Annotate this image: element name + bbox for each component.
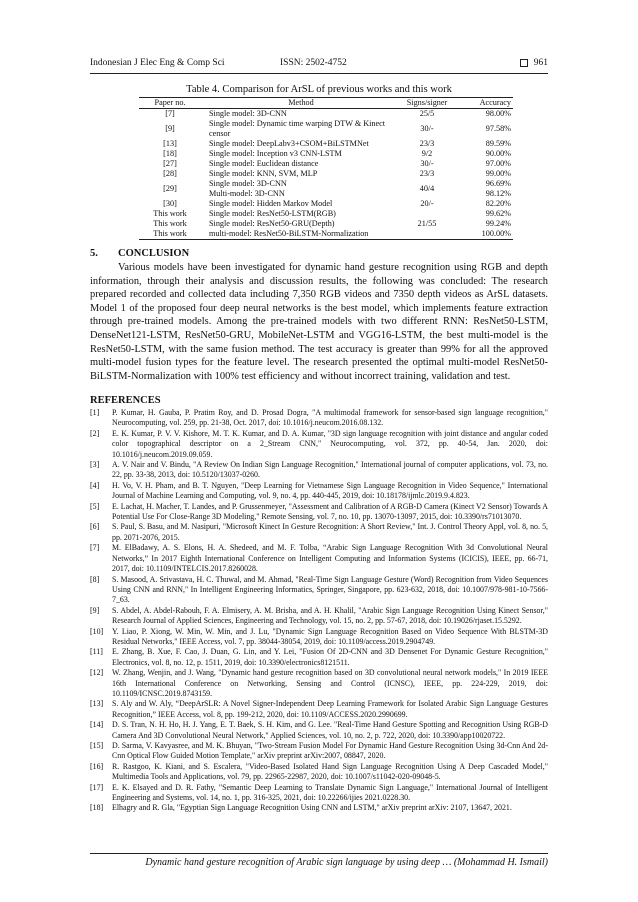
col-header-signs: Signs/signer <box>395 98 459 109</box>
reference-item <box>90 668 548 699</box>
reference-text: E. Lachat, H. Macher, T. Landes, and P. Grussenmeyer, "Assessment and Calibration of A RGB-D Camera (Kinect V2 Sensor) Towards A Potential Use For Close-Range 3D Modeling," Remote Sensing, vol. 7, no. 10, pp. 13070-13097, 2015, doi: 10.3390/rs71013070. <box>112 501 548 522</box>
reference-text: Y. Liao, P. Xiong, W. Min, W. Min, and J. Lu, "Dynamic Sign Language Recognition Based on Video Sequence With BLSTM-3D Residual Networks," IEEE Access, vol. 7, pp. 38044-38054, 2019, doi: 10.1109/access.2019.2904749. <box>112 626 548 646</box>
reference-text: R. Rastgoo, K. Kiani, and S. Escalera, "Video-Based Isolated Hand Sign Language Recognition Using A Deep Cascaded Model," Multimedia Tools and Applications, vol. 79, pp. 22965-22987, 2020, doi: 10.1007/s11042-020-09048-5. <box>112 761 548 782</box>
reference-item <box>90 627 548 648</box>
cell-paper: This work <box>153 209 187 218</box>
cell-method: Single model: Hidden Markov Model <box>209 199 333 208</box>
journal-name: Indonesian J Elec Eng & Comp Sci <box>90 58 225 68</box>
reference-item <box>90 429 548 460</box>
square-bullet-icon <box>520 59 528 67</box>
reference-number: [12] <box>90 668 104 678</box>
col-header-accuracy: Accuracy <box>459 98 513 109</box>
cell-paper: [27] <box>163 159 177 168</box>
reference-item <box>90 647 548 668</box>
reference-text: D. Sarma, V. Kavyasree, and M. K. Bhuyan, "Two-Stream Fusion Model For Dynamic Hand Gesture Recognition Using 3d-Cnn And 2d-Cnn Optical Flow Guided Motion Template," arXiv preprint arXiv:2007, 08847, 2020. <box>112 741 548 761</box>
cell-signs <box>395 209 459 219</box>
reference-text: E. K. Kumar, P. V. V. Kishore, M. T. K. Kumar, and D. A. Kumar, "3D sign language recognition with joint distance and angular coded color topographical descriptor on a 2_Stream CNN," Neurocomputing, vol. 372, pp. 40-54, Jan. 2020, doi: 10.1016/j.neucom.2019.09.059. <box>112 428 548 459</box>
table-header-row <box>139 98 513 109</box>
reference-item <box>90 502 548 523</box>
reference-number: [3] <box>90 460 100 470</box>
reference-item <box>90 522 548 543</box>
cell-signs: 23/3 <box>419 169 435 178</box>
reference-text: Elhagry and R. Gla, "Egyptian Sign Language Recognition Using CNN and LSTM," arXiv preprint arXiv: 2107, 13647, 2021. <box>112 803 512 813</box>
cell-paper: [30] <box>163 199 177 208</box>
reference-text: P. Kumar, H. Gauba, P. Pratim Roy, and D. Prosad Dogra, "A multimodal framework for sensor-based sign language recognition," Neurocomputing, vol. 259, pp. 21-38, Oct. 2017, doi: 10.1016/j.neucom.2016.08.132. <box>112 408 548 428</box>
cell-paper: [28] <box>163 169 177 178</box>
cell-accuracy: 90.00% <box>485 149 511 158</box>
reference-text: S. Masood, A. Srivastava, H. C. Thuwal, and M. Ahmad, "Real-Time Sign Language Gesture (Word) Recognition from Video Sequences Using CNN and RNN," In Intelligent Engineering Informatics, Springer, Singapore, pp. 623-632, 2018, doi: 10.1007/978-981-10-7566-7_63. <box>112 574 548 605</box>
reference-number: [10] <box>90 626 104 636</box>
section-number: 5. <box>90 248 98 259</box>
cell-method: Single model: Inception v3 CNN-LSTM <box>209 149 342 158</box>
cell-signs: 9/2 <box>421 149 433 158</box>
reference-number: [9] <box>90 605 100 615</box>
col-header-paper: Paper no. <box>139 98 201 109</box>
reference-text: H. Vo, V. H. Pham, and B. T. Nguyen, "Deep Learning for Vietnamese Sign Language Recognition in Video Sequence," International Journal of Machine Learning and Computing, vol. 9, no. 4, pp. 440-445, 2019, doi: 10.18178/ijmlc.2019.9.4.823. <box>112 480 548 501</box>
cell-signs: 21/55 <box>417 219 437 228</box>
reference-text: S. Paul, S. Basu, and M. Nasipuri, "Microsoft Kinect In Gesture Recognition: A Short Review," Int. J. Control Theory Appl, vol. 8, no. 5, pp. 2071-2076, 2015. <box>112 522 548 542</box>
table-row <box>139 169 513 179</box>
reference-item <box>90 699 548 720</box>
reference-number: [13] <box>90 699 104 709</box>
reference-number: [7] <box>90 543 100 553</box>
reference-number: [16] <box>90 761 104 771</box>
reference-item <box>90 720 548 741</box>
cell-paper: [13] <box>163 139 177 148</box>
reference-item <box>90 543 548 574</box>
cell-method: Single model: ResNet50-GRU(Depth) <box>209 219 335 228</box>
cell-paper: [7] <box>165 109 175 118</box>
cell-signs: 30/- <box>420 124 434 133</box>
cell-accuracy: 97.00% <box>485 159 511 168</box>
cell-accuracy: 99.62% <box>485 209 511 218</box>
reference-list <box>90 408 548 814</box>
cell-paper: This work <box>153 219 187 228</box>
reference-number: [2] <box>90 428 100 438</box>
cell-method: multi-model: ResNet50-BiLSTM-Normalization <box>201 229 395 240</box>
reference-number: [18] <box>90 803 104 813</box>
reference-number: [15] <box>90 741 104 750</box>
reference-number: [6] <box>90 522 100 532</box>
table-caption: Table 4. Comparison for ArSL of previous works and this work <box>186 84 452 95</box>
cell-signs <box>395 229 459 240</box>
page-number: 961 <box>533 58 548 68</box>
cell-method: Single model: Euclidean distance <box>209 159 319 168</box>
cell-signs: 25/5 <box>419 109 435 118</box>
cell-paper: [18] <box>163 149 177 158</box>
cell-paper: This work <box>139 229 201 240</box>
cell-accuracy: 82.20% <box>485 199 511 208</box>
reference-item <box>90 481 548 502</box>
table-row <box>139 229 513 240</box>
reference-item <box>90 606 548 627</box>
reference-number: [5] <box>90 501 100 511</box>
cell-accuracy: 98.00% <box>485 109 511 118</box>
reference-text: S. Abdel, A. Abdel-Rabouh, F. A. Elmisery, A. M. Brisha, and A. H. Khalil, "Arabic Sign Language Recognition Using Kinect Sensor," Research Journal of Applied Sciences, Engineering and Technology, vol. 15, no. 2, pp. 57-67, 2018, doi: 10.19026/rjaset.15.5292. <box>112 605 548 626</box>
table-row <box>139 209 513 219</box>
reference-text: E. K. Elsayed and D. R. Fathy, "Semantic Deep Learning to Translate Dynamic Sign Language," International Journal of Intelligent Engineering and Systems, vol. 14, no. 1, pp. 316-325, 2021, doi: 10.22266/ijies 2021.0228.30. <box>112 782 548 803</box>
cell-paper: [29] <box>163 184 177 193</box>
table-row <box>139 159 513 169</box>
cell-paper: [9] <box>165 124 175 133</box>
table-row <box>139 219 513 229</box>
reference-text: D. S. Tran, N. H. Ho, H. J. Yang, E. T. Baek, S. H. Kim, and G. Lee. "Real-Time Hand Gesture Spotting and Recognition Using RGB-D Camera And 3D Convolutional Neural Network," Applied Sciences, vol. 10, no. 2, p. 722, 2020, doi: 10.3390/app10020722. <box>112 720 548 740</box>
reference-text: W. Zhang, Wenjin, and J. Wang, "Dynamic hand gesture recognition based on 3D convolutional neural network models," In 2019 IEEE 16th International Conference on Networking, Sensing and Control (ICNSC), IEEE, pp. 224-229, 2019, doi: 10.1109/ICNSC.2019.8743159. <box>112 668 548 698</box>
cell-method: Single model: ResNet50-LSTM(RGB) <box>209 209 336 218</box>
cell-accuracy: 96.69% 98.12% <box>485 179 511 198</box>
reference-text: M. ElBadawy, A. S. Elons, H. A. Shedeed, and M. F. Tolba, “Arabic Sign Language Recognition With 3d Convolutional Neural Networks,” In 2017 Eighth International Conference on Intelligent Computing and Information Systems (ICICIS), IEEE, pp. 66-71, 2017, doi: 10.1109/INTELCIS.2017.8260028. <box>112 543 548 574</box>
cell-method: Single model: 3D-CNN <box>209 109 287 118</box>
cell-method: Single model: DeepLabv3+CSOM+BiLSTMNet <box>209 139 369 148</box>
reference-number: [8] <box>90 574 100 584</box>
reference-item <box>90 460 548 481</box>
table-body <box>139 109 513 240</box>
conclusion-paragraph: Various models have been investigated for dynamic hand gesture recognition using RGB and depth information, through their analysis and discussion results, the following was concluded: The research prepared recorded and collected data including 7,350 RGB videos and 7350 depth videos as ArSL datasets. Model 1 of the proposed four deep neural networks is the best model, which implements feature extraction through pre-trained models. Among the pre-trained models with two different RNN: ResNet50-LSTM, DenseNet121-LSTM, ResNet50-GRU, MobileNet-LSTM and VGG16-LSTM, the best multi-model is the ResNet50-LSTM, with the same fusion method. The test accuracy is greater than 99% for all the approved multi-model fusion types for the feature level. The research presented the optimal multi-model ResNet50-BiLSTM-Normalization with 100% test efficiency and without incorrect training, validation and test. <box>90 262 548 382</box>
running-header <box>90 58 548 74</box>
cell-accuracy: 99.00% <box>485 169 511 178</box>
cell-signs: 23/3 <box>419 139 435 148</box>
reference-number: [17] <box>90 782 104 792</box>
reference-item <box>90 741 548 762</box>
reference-number: [4] <box>90 480 100 490</box>
cell-method: Single model: 3D-CNN Multi-model: 3D-CNN <box>209 179 287 198</box>
cell-signs: 40/4 <box>419 184 435 193</box>
reference-text: S. Aly and W. Aly, “DeepArSLR: A Novel Signer-Independent Deep Learning Framework for Isolated Arabic Sign Language Gestures Recognition,” IEEE Access, vol. 8, pp. 199-212, 2020, doi: 10.1109/ACCESS.2020.2990699. <box>112 699 548 719</box>
table-row <box>139 119 513 139</box>
conclusion-heading <box>90 248 189 259</box>
table-row <box>139 109 513 120</box>
cell-accuracy: 97.58% <box>485 124 511 133</box>
col-header-method: Method <box>201 98 395 109</box>
cell-accuracy: 89.59% <box>485 139 511 148</box>
reference-item <box>90 762 548 783</box>
reference-text: E. Zhang, B. Xue, F. Cao, J. Duan, G. Lin, and Y. Lei, "Fusion Of 2D-CNN and 3D Densenet For Dynamic Gesture Recognition," Electronics, vol. 8, no. 12, p. 1511, 2019, doi: 10.3390/electronics8121511. <box>112 647 548 667</box>
section-title: CONCLUSION <box>118 248 190 259</box>
reference-item <box>90 783 548 804</box>
cell-signs: 20/- <box>420 199 434 208</box>
cell-signs: 30/- <box>420 159 434 168</box>
reference-item <box>90 803 548 813</box>
reference-number: [11] <box>90 647 103 657</box>
reference-item <box>90 575 548 606</box>
cell-accuracy: 99.24% <box>485 219 511 228</box>
reference-number: [1] <box>90 408 100 417</box>
running-footer: Dynamic hand gesture recognition of Arabic sign language by using deep … (Mohammad H. Ismail) <box>90 853 548 868</box>
table-row <box>139 199 513 209</box>
comparison-table <box>139 97 513 240</box>
reference-number: [14] <box>90 720 104 730</box>
table-row <box>139 149 513 159</box>
reference-text: A. V. Nair and V. Bindu, "A Review On Indian Sign Language Recognition," International journal of computer applications, vol. 73, no. 22, pp. 33-38, 2013, doi: 10.5120/13037-0260. <box>112 460 548 480</box>
reference-item <box>90 408 548 429</box>
cell-method: Single model: KNN, SVM, MLP <box>209 169 318 178</box>
issn: ISSN: 2502-4752 <box>280 58 347 68</box>
table-row <box>139 139 513 149</box>
cell-method: Single model: Dynamic time warping DTW & Kinect censor <box>209 119 386 138</box>
references-heading: REFERENCES <box>90 395 161 406</box>
cell-accuracy: 100.00% <box>459 229 513 240</box>
table-row <box>139 179 513 199</box>
